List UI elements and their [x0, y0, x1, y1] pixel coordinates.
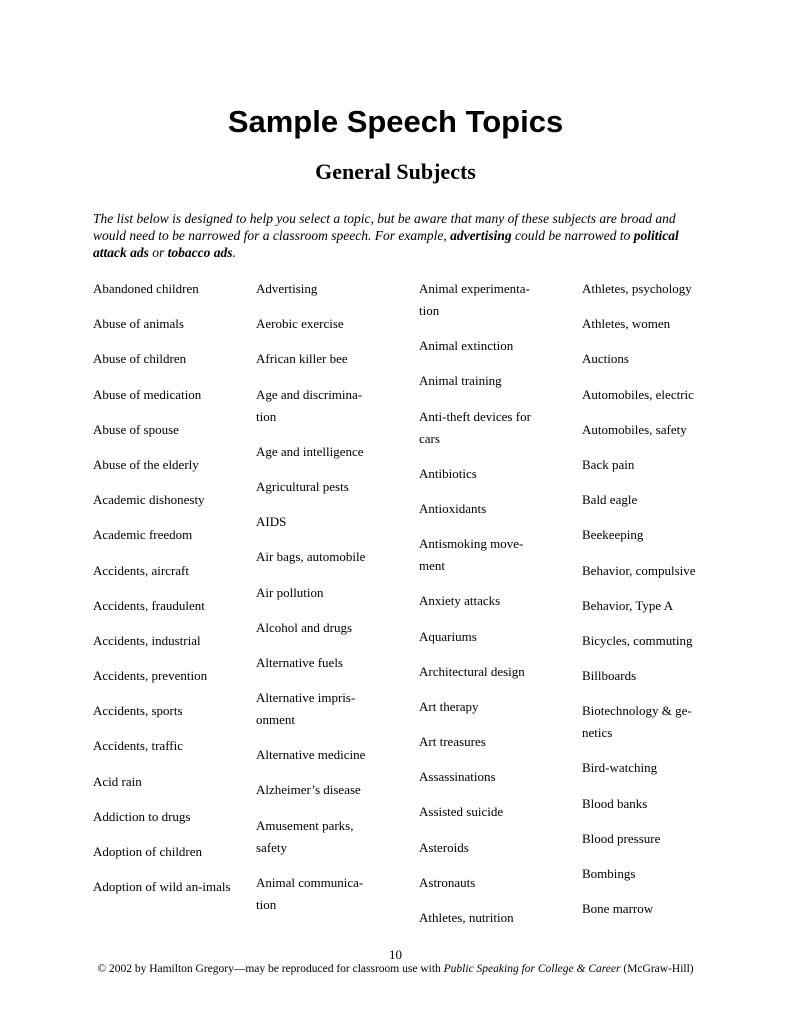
- topic-item: Alzheimer’s disease: [256, 782, 361, 798]
- topic-item: Beekeeping: [582, 527, 644, 543]
- topic-item: Abuse of children: [93, 351, 187, 367]
- topic-item: Alternative fuels: [256, 654, 343, 670]
- topic-item: Addiction to drugs: [93, 808, 191, 824]
- topic-item: Academic freedom: [93, 527, 193, 543]
- intro-paragraph: [93, 210, 703, 261]
- topic-item: Aquariums: [419, 628, 477, 644]
- topic-item: Aerobic exercise: [256, 316, 344, 332]
- topic-item: Adoption of children: [93, 844, 203, 859]
- topic-item: Asteroids: [419, 839, 469, 855]
- topic-column-4: [582, 278, 707, 933]
- topic-item: AIDS: [256, 514, 287, 530]
- intro-bold-term: political attack ads: [93, 228, 679, 260]
- topic-item: Animal communica-tion: [256, 874, 364, 912]
- topic-item: Behavior, Type A: [582, 597, 674, 613]
- topic-item: Bicycles, commuting: [582, 632, 693, 648]
- page-title: Sample Speech Topics: [227, 104, 564, 139]
- intro-bold-term: advertising: [450, 228, 512, 243]
- topic-item: Abuse of the elderly: [93, 456, 199, 472]
- topic-item: Abuse of animals: [93, 316, 184, 332]
- topic-item: Accidents, aircraft: [93, 562, 190, 578]
- topic-item: Accidents, prevention: [93, 668, 208, 684]
- topic-item: Abuse of medication: [93, 386, 202, 402]
- topic-item: Bombings: [582, 866, 636, 881]
- topic-item: Bald eagle: [582, 492, 638, 508]
- topic-item: Animal extinction: [419, 338, 514, 354]
- topic-item: Assassinations: [419, 769, 496, 785]
- topic-item: Accidents, sports: [93, 703, 183, 719]
- topic-item: Age and intelligence: [256, 443, 364, 459]
- topic-item: Animal training: [419, 373, 502, 389]
- topic-item: Adoption of wild an-imals: [93, 879, 231, 895]
- topic-item: Back pain: [582, 456, 635, 472]
- topic-item: Advertising: [256, 281, 318, 296]
- topic-item: Anti-theft devices for cars: [419, 408, 531, 446]
- topic-item: Athletes, nutrition: [419, 910, 514, 925]
- topic-item: Auctions: [582, 351, 629, 367]
- copyright-footer: [0, 962, 791, 977]
- topic-column-3: [419, 278, 539, 942]
- topic-item: Amusement parks, safety: [256, 817, 354, 855]
- intro-text: .: [232, 245, 236, 260]
- intro-text: could be narrowed to: [511, 228, 634, 243]
- topic-item: Art treasures: [419, 734, 486, 750]
- page-subtitle: General Subjects: [315, 159, 476, 184]
- topic-item: Animal experimenta-tion: [419, 281, 530, 318]
- book-title: Public Speaking for College & Career: [443, 963, 621, 975]
- page-number: 10: [389, 947, 402, 962]
- topic-item: Accidents, traffic: [93, 738, 183, 754]
- topic-item: Alternative medicine: [256, 747, 366, 763]
- topic-item: Air pollution: [256, 584, 324, 600]
- topic-item: Antioxidants: [419, 500, 487, 516]
- intro-text: The list below is designed to help you select a topic, but be aware that many of these subjects are broad and would need to be narrowed for a classroom speech. For example,: [93, 211, 676, 243]
- intro-bold-term: tobacco ads: [167, 245, 233, 260]
- topic-item: Automobiles, electric: [582, 386, 694, 402]
- topic-item: Athletes, psychology: [582, 281, 692, 296]
- topic-item: Antibiotics: [419, 465, 477, 481]
- topic-item: Automobiles, safety: [582, 421, 687, 437]
- topic-item: Anxiety attacks: [419, 593, 501, 609]
- topic-item: Abandoned children: [93, 281, 199, 296]
- topic-item: Art therapy: [419, 698, 479, 714]
- topic-item: Astronauts: [419, 874, 476, 890]
- topic-item: Air bags, automobile: [256, 549, 366, 565]
- topic-item: Behavior, compulsive: [582, 562, 696, 578]
- topic-item: Bone marrow: [582, 901, 654, 917]
- copyright-text: © 2002 by Hamilton Gregory—may be reproduced for classroom use with: [97, 963, 444, 975]
- topic-item: Age and discrimina-tion: [256, 386, 363, 424]
- topic-item: Architectural design: [419, 663, 525, 679]
- topic-item: Billboards: [582, 668, 637, 684]
- topic-item: Alternative impris-onment: [256, 690, 356, 728]
- topic-item: Abuse of spouse: [93, 421, 179, 437]
- topic-item: African killer bee: [256, 351, 348, 367]
- topic-item: Alcohol and drugs: [256, 619, 353, 635]
- topic-item: Antismoking move-ment: [419, 536, 524, 574]
- topic-item: Blood pressure: [582, 830, 661, 846]
- topic-item: Accidents, fraudulent: [93, 597, 205, 613]
- topic-item: Acid rain: [93, 773, 142, 789]
- copyright-text: (McGraw-Hill): [620, 963, 694, 975]
- topic-item: Blood banks: [582, 795, 648, 811]
- topic-item: Athletes, women: [582, 316, 671, 332]
- topic-column-1: [93, 278, 243, 911]
- topic-item: Biotechnology & ge-netics: [582, 703, 692, 741]
- topic-item: Assisted suicide: [419, 804, 504, 820]
- topic-column-2: [256, 278, 376, 929]
- topic-item: Accidents, industrial: [93, 632, 201, 648]
- intro-text: or: [148, 245, 168, 260]
- topic-item: Academic dishonesty: [93, 492, 205, 508]
- topic-item: Agricultural pests: [256, 478, 349, 494]
- topic-item: Bird-watching: [582, 760, 658, 776]
